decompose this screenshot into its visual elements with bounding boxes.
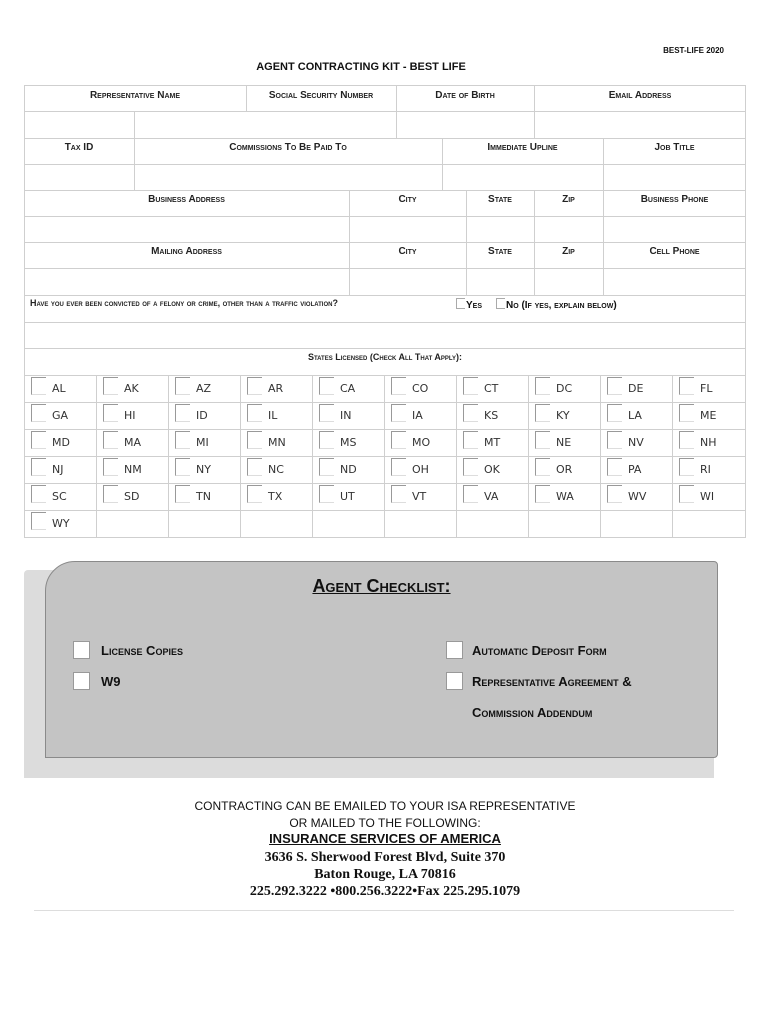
- state-checkbox[interactable]: [319, 458, 334, 476]
- state-option-tn[interactable]: [168, 483, 240, 509]
- label-mailing-address: Mailing Address: [151, 246, 222, 257]
- state-code-label: KY: [556, 409, 570, 422]
- label-commissions-paid-to: Commissions To Be Paid To: [229, 142, 347, 153]
- state-checkbox[interactable]: [535, 404, 550, 422]
- state-option-ia[interactable]: [384, 402, 456, 428]
- state-option-me[interactable]: [672, 402, 744, 428]
- yes-checkbox[interactable]: [456, 298, 465, 309]
- state-checkbox[interactable]: [463, 377, 478, 395]
- state-checkbox[interactable]: [103, 377, 118, 395]
- state-option-dc[interactable]: [528, 375, 600, 401]
- state-option-az[interactable]: [168, 375, 240, 401]
- state-code-label: MD: [52, 436, 70, 449]
- label-business-city: City: [398, 194, 417, 205]
- state-checkbox[interactable]: [679, 404, 694, 422]
- business-address-field[interactable]: [25, 217, 348, 241]
- state-code-label: VA: [484, 490, 499, 503]
- state-option-la[interactable]: [600, 402, 672, 428]
- state-code-label: WV: [628, 490, 647, 503]
- footer-phone-numbers: 225.292.3222 •800.256.3222•Fax 225.295.1079: [249, 884, 521, 899]
- state-code-label: IN: [340, 409, 352, 422]
- state-code-label: MN: [268, 436, 286, 449]
- state-checkbox[interactable]: [175, 404, 190, 422]
- representative-agreement-label: Representative Agreement &: [472, 674, 632, 689]
- state-checkbox[interactable]: [391, 458, 406, 476]
- state-checkbox[interactable]: [535, 377, 550, 395]
- label-business-zip: Zip: [562, 194, 575, 205]
- state-code-label: FL: [700, 382, 713, 395]
- no-checkbox[interactable]: [496, 298, 505, 309]
- state-option-mt[interactable]: [456, 429, 528, 455]
- w9-checkbox[interactable]: [73, 672, 90, 690]
- state-checkbox[interactable]: [247, 404, 262, 422]
- state-option-sd[interactable]: [96, 483, 168, 509]
- state-checkbox[interactable]: [103, 485, 118, 503]
- state-option-oh[interactable]: [384, 456, 456, 482]
- state-checkbox[interactable]: [535, 458, 550, 476]
- immediate-upline-field[interactable]: [443, 165, 602, 189]
- business-state-field[interactable]: [467, 217, 533, 241]
- state-code-label: MS: [340, 436, 357, 449]
- footer-company-name: INSURANCE SERVICES OF AMERICA: [269, 831, 501, 846]
- state-option-va[interactable]: [456, 483, 528, 509]
- license-copies-label: License Copies: [101, 643, 183, 658]
- cell-phone-field[interactable]: [604, 269, 744, 294]
- state-code-label: RI: [700, 463, 711, 476]
- state-option-nv[interactable]: [600, 429, 672, 455]
- state-checkbox[interactable]: [247, 377, 262, 395]
- mailing-state-field[interactable]: [467, 269, 533, 294]
- state-checkbox[interactable]: [391, 377, 406, 395]
- state-checkbox[interactable]: [175, 431, 190, 449]
- state-option-mi[interactable]: [168, 429, 240, 455]
- state-option-ri[interactable]: [672, 456, 744, 482]
- label-mailing-state: State: [488, 246, 512, 257]
- state-checkbox[interactable]: [247, 485, 262, 503]
- state-code-label: LA: [628, 409, 642, 422]
- state-code-label: OK: [484, 463, 500, 476]
- state-option-al[interactable]: [24, 375, 96, 401]
- state-checkbox[interactable]: [607, 404, 622, 422]
- state-code-label: SC: [52, 490, 67, 503]
- state-code-label: AZ: [196, 382, 212, 395]
- mailing-address-field[interactable]: [25, 269, 348, 294]
- state-code-label: ME: [700, 409, 717, 422]
- state-option-ut[interactable]: [312, 483, 384, 509]
- state-code-label: WA: [556, 490, 574, 503]
- w9-label: W9: [101, 674, 121, 689]
- yes-label: Yes: [466, 300, 483, 311]
- state-code-label: TN: [196, 490, 211, 503]
- state-code-label: NY: [196, 463, 211, 476]
- state-option-nh[interactable]: [672, 429, 744, 455]
- state-checkbox[interactable]: [463, 458, 478, 476]
- state-code-label: WI: [700, 490, 715, 503]
- state-code-label: NE: [556, 436, 572, 449]
- footer-divider: [34, 910, 734, 911]
- felony-explanation-field[interactable]: [25, 323, 744, 347]
- state-option-ok[interactable]: [456, 456, 528, 482]
- state-option-ca[interactable]: [312, 375, 384, 401]
- job-title-field[interactable]: [604, 165, 744, 189]
- no-label: No (If yes, explain below): [506, 300, 617, 311]
- state-option-nm[interactable]: [96, 456, 168, 482]
- state-code-label: DC: [556, 382, 573, 395]
- state-option-nd[interactable]: [312, 456, 384, 482]
- email-field[interactable]: [535, 112, 744, 137]
- state-option-in[interactable]: [312, 402, 384, 428]
- state-checkbox[interactable]: [535, 485, 550, 503]
- state-code-label: AK: [124, 382, 139, 395]
- state-option-hi[interactable]: [96, 402, 168, 428]
- state-code-label: MI: [196, 436, 209, 449]
- state-option-mn[interactable]: [240, 429, 312, 455]
- state-code-label: MA: [124, 436, 142, 449]
- state-code-label: NJ: [52, 463, 64, 476]
- business-zip-field[interactable]: [535, 217, 602, 241]
- label-mailing-zip: Zip: [562, 246, 575, 257]
- state-checkbox[interactable]: [319, 485, 334, 503]
- state-option-or[interactable]: [528, 456, 600, 482]
- state-checkbox[interactable]: [463, 404, 478, 422]
- footer-address-line1: 3636 S. Sherwood Forest Blvd, Suite 370: [264, 850, 506, 865]
- felony-yes-option[interactable]: [456, 298, 482, 311]
- state-checkbox[interactable]: [607, 377, 622, 395]
- states-licensed-header: States Licensed (Check All That Apply):: [307, 352, 463, 362]
- state-checkbox[interactable]: [175, 485, 190, 503]
- commissions-paid-to-field[interactable]: [135, 165, 441, 189]
- state-option-wv[interactable]: [600, 483, 672, 509]
- state-code-label: AR: [268, 382, 284, 395]
- state-checkbox[interactable]: [247, 458, 262, 476]
- state-checkbox[interactable]: [463, 431, 478, 449]
- footer-address-line2: Baton Rouge, LA 70816: [314, 867, 456, 882]
- state-option-fl[interactable]: [672, 375, 744, 401]
- state-checkbox[interactable]: [247, 431, 262, 449]
- automatic-deposit-label: Automatic Deposit Form: [472, 643, 607, 658]
- license-copies-checkbox[interactable]: [73, 641, 90, 659]
- label-immediate-upline: Immediate Upline: [487, 142, 558, 153]
- state-option-ar[interactable]: [240, 375, 312, 401]
- state-option-de[interactable]: [600, 375, 672, 401]
- ssn-field[interactable]: [135, 112, 395, 137]
- state-option-nj[interactable]: [24, 456, 96, 482]
- state-option-ny[interactable]: [168, 456, 240, 482]
- state-option-id[interactable]: [168, 402, 240, 428]
- representative-agreement-checkbox[interactable]: [446, 672, 463, 690]
- label-email: Email Address: [608, 90, 672, 101]
- state-checkbox[interactable]: [463, 485, 478, 503]
- state-option-ga[interactable]: [24, 402, 96, 428]
- state-option-ma[interactable]: [96, 429, 168, 455]
- mailing-zip-field[interactable]: [535, 269, 602, 294]
- label-mailing-city: City: [398, 246, 417, 257]
- state-checkbox[interactable]: [679, 458, 694, 476]
- contracting-form: [24, 85, 746, 537]
- state-code-label: SD: [124, 490, 140, 503]
- state-checkbox[interactable]: [31, 485, 46, 503]
- agent-checklist-panel: [45, 561, 718, 758]
- state-code-label: VT: [412, 490, 427, 503]
- label-business-phone: Business Phone: [640, 194, 709, 205]
- form-version-label: BEST-LIFE 2020: [663, 46, 724, 55]
- state-checkbox[interactable]: [679, 485, 694, 503]
- state-checkbox[interactable]: [391, 404, 406, 422]
- state-checkbox[interactable]: [607, 458, 622, 476]
- state-option-ct[interactable]: [456, 375, 528, 401]
- state-checkbox[interactable]: [679, 377, 694, 395]
- state-checkbox[interactable]: [319, 431, 334, 449]
- state-checkbox[interactable]: [31, 377, 46, 395]
- state-checkbox[interactable]: [103, 431, 118, 449]
- state-option-co[interactable]: [384, 375, 456, 401]
- dob-field[interactable]: [397, 112, 533, 137]
- automatic-deposit-checkbox[interactable]: [446, 641, 463, 659]
- state-option-ne[interactable]: [528, 429, 600, 455]
- state-code-label: ND: [340, 463, 357, 476]
- label-cell-phone: Cell Phone: [649, 246, 700, 257]
- state-checkbox[interactable]: [103, 404, 118, 422]
- state-code-label: NV: [628, 436, 644, 449]
- representative-name-field[interactable]: [25, 112, 134, 137]
- state-option-il[interactable]: [240, 402, 312, 428]
- footer-email-instructions: CONTRACTING CAN BE EMAILED TO YOUR ISA REPRESENTATIVE: [194, 799, 576, 813]
- state-checkbox[interactable]: [31, 512, 46, 530]
- state-code-label: DE: [628, 382, 644, 395]
- state-code-label: CO: [412, 382, 429, 395]
- business-phone-field[interactable]: [604, 217, 744, 241]
- state-option-ak[interactable]: [96, 375, 168, 401]
- tax-id-field[interactable]: [25, 165, 134, 189]
- state-option-wy[interactable]: [24, 510, 96, 536]
- state-code-label: UT: [340, 490, 355, 503]
- state-checkbox[interactable]: [319, 377, 334, 395]
- state-option-tx[interactable]: [240, 483, 312, 509]
- commission-addendum-label: Commission Addendum: [472, 705, 593, 720]
- state-code-label: NH: [700, 436, 717, 449]
- label-representative-name: Representative Name: [89, 90, 181, 101]
- state-option-ms[interactable]: [312, 429, 384, 455]
- state-checkbox[interactable]: [391, 431, 406, 449]
- state-option-ks[interactable]: [456, 402, 528, 428]
- state-code-label: HI: [124, 409, 136, 422]
- state-checkbox[interactable]: [607, 431, 622, 449]
- page-title: AGENT CONTRACTING KIT - BEST LIFE: [256, 61, 466, 73]
- label-job-title: Job Title: [654, 142, 695, 153]
- state-checkbox[interactable]: [535, 431, 550, 449]
- state-option-wi[interactable]: [672, 483, 744, 509]
- business-city-field[interactable]: [350, 217, 465, 241]
- state-checkbox[interactable]: [391, 485, 406, 503]
- state-checkbox[interactable]: [31, 431, 46, 449]
- state-option-mo[interactable]: [384, 429, 456, 455]
- state-option-md[interactable]: [24, 429, 96, 455]
- state-code-label: OH: [412, 463, 429, 476]
- state-code-label: GA: [52, 409, 69, 422]
- felony-no-option[interactable]: [496, 298, 617, 311]
- state-checkbox[interactable]: [31, 404, 46, 422]
- checklist-title: Agent Checklist:: [312, 576, 451, 596]
- state-code-label: IL: [268, 409, 278, 422]
- mailing-city-field[interactable]: [350, 269, 465, 294]
- state-checkbox[interactable]: [679, 431, 694, 449]
- state-option-nc[interactable]: [240, 456, 312, 482]
- state-code-label: MO: [412, 436, 431, 449]
- state-code-label: CA: [340, 382, 356, 395]
- state-code-label: MT: [484, 436, 501, 449]
- state-checkbox[interactable]: [175, 458, 190, 476]
- state-option-pa[interactable]: [600, 456, 672, 482]
- state-code-label: ID: [196, 409, 208, 422]
- footer-mail-instructions: OR MAILED TO THE FOLLOWING:: [289, 816, 481, 830]
- states-grid: [24, 375, 746, 537]
- state-checkbox[interactable]: [31, 458, 46, 476]
- state-code-label: NC: [268, 463, 284, 476]
- state-option-vt[interactable]: [384, 483, 456, 509]
- label-ssn: Social Security Number: [268, 90, 374, 101]
- state-code-label: AL: [52, 382, 66, 395]
- state-option-sc[interactable]: [24, 483, 96, 509]
- state-code-label: CT: [484, 382, 499, 395]
- state-code-label: OR: [556, 463, 573, 476]
- state-checkbox[interactable]: [103, 458, 118, 476]
- state-checkbox[interactable]: [175, 377, 190, 395]
- state-code-label: IA: [412, 409, 423, 422]
- state-code-label: PA: [628, 463, 642, 476]
- state-checkbox[interactable]: [607, 485, 622, 503]
- state-option-wa[interactable]: [528, 483, 600, 509]
- state-code-label: WY: [52, 517, 70, 530]
- state-option-ky[interactable]: [528, 402, 600, 428]
- state-code-label: NM: [124, 463, 142, 476]
- label-business-state: State: [488, 194, 512, 205]
- state-code-label: KS: [484, 409, 499, 422]
- label-dob: Date of Birth: [435, 90, 495, 101]
- state-checkbox[interactable]: [319, 404, 334, 422]
- felony-question: Have you ever been convicted of a felony or crime, other than a traffic violation?: [30, 298, 338, 308]
- state-code-label: TX: [268, 490, 283, 503]
- label-business-address: Business Address: [148, 194, 225, 205]
- label-tax-id: Tax ID: [64, 142, 94, 153]
